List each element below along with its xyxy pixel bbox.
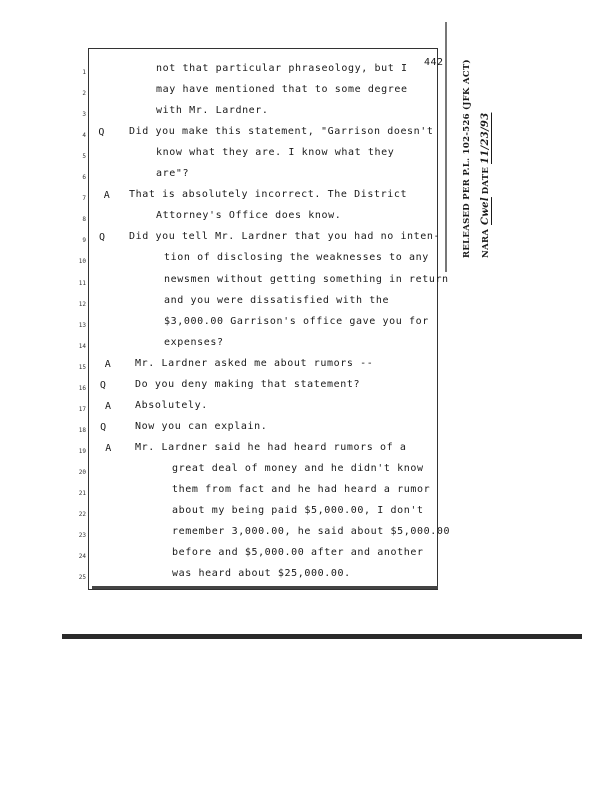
transcript-line [0,63,612,83]
transcript-line [0,568,612,588]
line-text: are"? [156,168,190,180]
line-number: 15 [78,363,86,371]
line-number: 13 [78,321,86,329]
line-number: 4 [82,132,86,140]
transcript-line [0,210,612,230]
line-text: was heard about $25,000.00. [172,568,351,580]
speaker-label: Q [98,127,105,139]
line-text: Attorney's Office does know. [156,210,342,222]
line-number: 11 [78,279,86,287]
transcript-line [0,252,612,272]
line-text: That is absolutely incorrect. The District [129,189,408,201]
line-number: 10 [78,258,86,266]
page-number: 442 [424,57,444,68]
transcript-line [0,274,612,294]
line-number: 16 [78,384,86,392]
speaker-label: Q [100,421,107,433]
line-text: them from fact and he had heard a rumor [172,484,431,495]
line-text: may have mentioned that to some degree [156,84,408,96]
stamp-release-line: RELEASED PER P.L. 102-526 (JFK ACT) [462,59,472,258]
line-number: 1 [82,69,86,76]
transcript-line [0,147,612,167]
line-number: 6 [82,174,86,182]
stamp-initials: Cwel [480,197,491,226]
transcript-line [0,231,612,251]
transcript-line [0,358,612,378]
speaker-label: A [103,190,110,202]
line-number: 9 [82,237,86,245]
line-number: 5 [82,153,86,161]
transcript-line [0,316,612,336]
line-text: know what they are. I know what they [156,147,395,159]
transcript-line [0,463,612,483]
line-number: 17 [78,405,86,413]
line-number: 3 [82,111,86,119]
line-text: not that particular phraseology, but I [156,63,408,74]
line-text: newsmen without getting something in return [164,273,449,285]
speaker-label: A [105,442,112,454]
line-text: Did you make this statement, "Garrison doesn't [129,126,434,138]
line-text: Mr. Lardner said he had heard rumors of a [135,441,407,453]
line-number: 14 [78,342,86,350]
line-text: $3,000.00 Garrison's office gave you for [164,315,429,327]
stamp-nara-line [480,58,498,258]
line-text: remember 3,000.00, he said about $5,000.00 [172,526,451,538]
line-text: Now you can explain. [135,420,268,432]
line-number: 23 [78,532,86,540]
line-text: expenses? [164,336,224,348]
line-number: 21 [78,490,86,497]
transcript-line [0,484,612,504]
transcript-line [0,168,612,188]
line-text: Absolutely. [135,399,208,411]
transcript-line [0,547,612,567]
speaker-label: Q [99,232,106,244]
line-text: Did you tell Mr. Lardner that you had no inten- [129,231,441,243]
transcript-line [0,442,612,462]
transcript-line [0,526,612,546]
line-number: 25 [78,574,86,582]
transcript-line [0,105,612,125]
line-text: and you were dissatisfied with the [164,294,390,306]
transcript-line [0,505,612,525]
transcript-line [0,337,612,357]
transcript-line [0,126,612,146]
line-number: 18 [78,426,86,434]
line-text: Mr. Lardner asked me about rumors -- [135,357,374,369]
line-number: 8 [82,216,86,224]
line-text: tion of disclosing the weaknesses to any [164,252,429,264]
transcript-line [0,421,612,441]
line-number: 24 [78,553,86,561]
transcript-line [0,295,612,315]
line-number: 22 [78,511,86,519]
line-text: Do you deny making that statement? [135,378,361,390]
line-number: 2 [82,90,86,98]
stamp-nara-label: NARA [481,228,491,258]
release-stamp [462,58,508,258]
transcript-line [0,84,612,104]
line-number: 19 [78,447,86,455]
speaker-label: Q [99,379,106,391]
line-text: great deal of money and he didn't know [172,462,424,474]
transcript-line [0,189,612,209]
line-number: 7 [82,195,86,203]
line-text: about my being paid $5,000.00, I don't [172,505,424,517]
stamp-date: 11/23/93 [480,112,491,164]
line-text: with Mr. Lardner. [156,105,269,117]
stamp-date-label: DATE [481,166,491,195]
line-text: before and $5,000.00 after and another [172,547,424,559]
bottom-rule [62,634,582,639]
speaker-label: A [105,400,112,412]
line-number: 20 [78,468,86,476]
transcript-line [0,400,612,420]
transcript-line [0,379,612,399]
line-number: 12 [78,300,86,308]
speaker-label: A [104,358,111,370]
